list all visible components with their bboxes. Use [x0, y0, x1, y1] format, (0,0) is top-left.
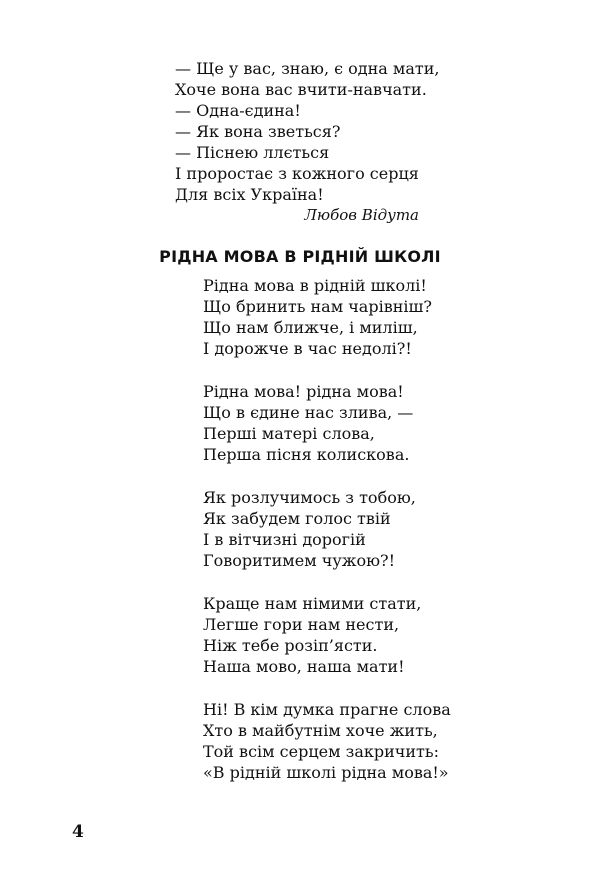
poem-stanza: [203, 593, 463, 677]
poem-line: Рідна мова! рідна мова!: [203, 382, 404, 401]
poem-line: І проростає з кожного серця: [175, 164, 419, 183]
poem-line: — Піснею ллється: [175, 143, 330, 162]
poem-line: Рідна мова в рідній школі!: [203, 276, 427, 295]
poem-line: І в вітчизні дорогій: [203, 530, 366, 549]
poem-body: [203, 275, 463, 805]
poem-line: Що бринить нам чарівніш?: [203, 297, 432, 316]
poem-line: Хоче вона вас вчити-навчати.: [175, 80, 427, 99]
poem-line: Легше гори нам нести,: [203, 615, 400, 634]
poem-line: Наша мово, наша мати!: [203, 657, 405, 676]
poem-line: «В рідній школі рідна мова!»: [203, 763, 449, 782]
poem-line: Що в єдине нас злива, —: [203, 403, 414, 422]
page-number: 4: [72, 822, 84, 842]
poem-line: Як розлучимось з тобою,: [203, 488, 416, 507]
poem-line: Хто в майбутнім хоче жить,: [203, 721, 438, 740]
poem-line: Що нам ближче, і миліш,: [203, 318, 418, 337]
poem-line: Краще нам німими стати,: [203, 594, 422, 613]
poem-line: І дорожче в час недолі?!: [203, 339, 412, 358]
poem-line: — Ще у вас, знаю, є одна мати,: [175, 59, 440, 78]
poem-line: Ніж тебе розіп’ясти.: [203, 636, 378, 655]
poem-line: — Як вона зветься?: [175, 122, 341, 141]
poem-line: — Одна-єдина!: [175, 101, 301, 120]
poem-stanza: [203, 699, 463, 783]
poem-line: Перші матері слова,: [203, 424, 375, 443]
poem-author: Любов Відута: [304, 206, 419, 224]
poem-title: РІДНА МОВА В РІДНІЙ ШКОЛІ: [159, 247, 441, 266]
poem-line: Говоритимем чужою?!: [203, 551, 396, 570]
poem-stanza: [203, 381, 463, 465]
poem-stanza: [203, 275, 463, 359]
poem-line: Той всім серцем закричить:: [203, 742, 439, 761]
poem-line: Для всіх Україна!: [175, 185, 324, 204]
previous-poem-ending: [175, 58, 440, 224]
poem-stanza: [203, 487, 463, 571]
poem-line: Перша пісня колискова.: [203, 445, 410, 464]
poem-line: Як забудем голос твій: [203, 509, 391, 528]
poem-line: Ні! В кім думка прагне слова: [203, 700, 451, 719]
